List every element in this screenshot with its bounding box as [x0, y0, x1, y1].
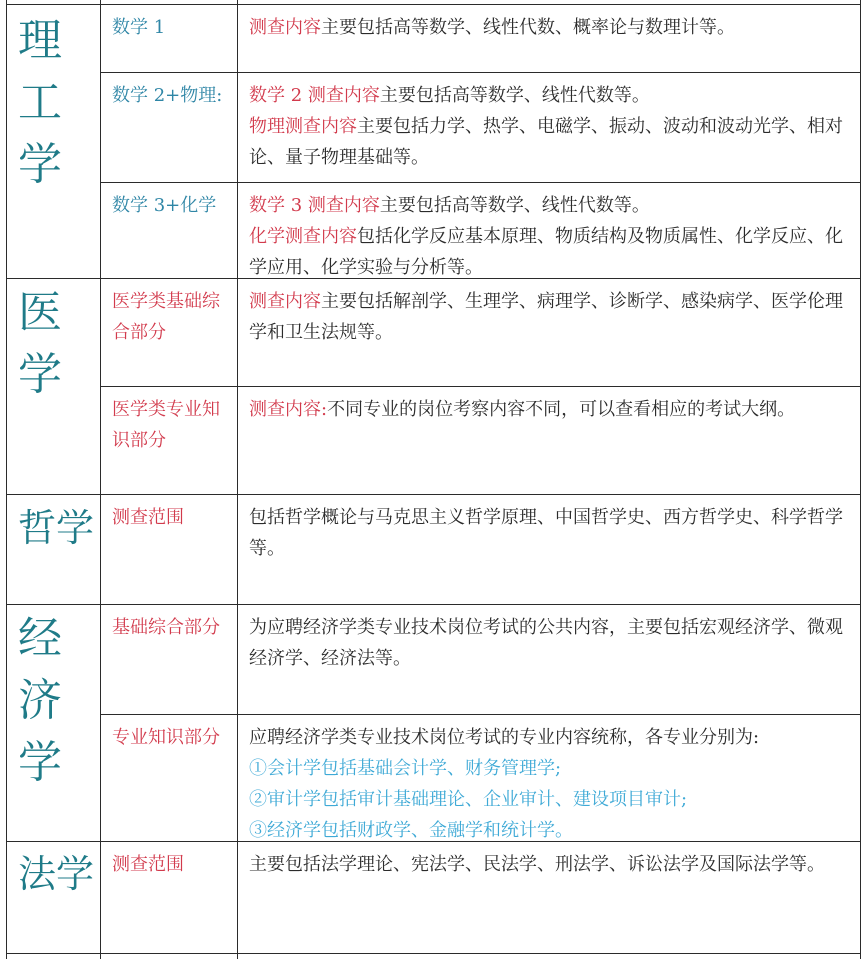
category-yixue [18, 282, 98, 406]
content-text: 不同专业的岗位考察内容不同，可以查看相应的考试大纲。 [327, 399, 796, 420]
category-char: 学 [18, 737, 62, 788]
subject-medical-professional: 医学类专业知识部分 [112, 399, 220, 451]
subject-economics-basic: 基础综合部分 [112, 617, 220, 638]
content-label: 化学测查内容 [249, 226, 357, 247]
content-text: 包括哲学概论与马克思主义哲学原理、中国哲学史、西方哲学史、科学哲学等。 [249, 507, 843, 559]
category-jingji [18, 608, 98, 794]
list-item: ③经济学包括财政学、金融学和统计学。 [249, 820, 573, 841]
category-char: 济 [18, 675, 62, 726]
content-economics-professional [237, 714, 860, 846]
content-label: 物理测查内容 [249, 116, 357, 137]
content-math1 [237, 4, 860, 43]
subject-math3-chemistry: 数学 3+化学 [112, 195, 217, 216]
content-text: 主要包括高等数学、线性代数等。 [379, 195, 650, 216]
content-label: 测查内容 [249, 17, 321, 38]
category-char: 工 [18, 77, 62, 128]
content-law [237, 841, 860, 880]
subject-law-scope: 测查范围 [112, 854, 184, 875]
content-medical-basic [237, 278, 860, 348]
content-text: 主要包括解剖学、生理学、病理学、诊断学、感染病学、医学伦理学和卫生法规等。 [249, 291, 843, 343]
category-zhexue: 哲学 [18, 506, 95, 550]
content-text: 主要包括力学、热学、电磁学、振动、波动和波动光学、相对论、量子物理基础等。 [249, 116, 843, 168]
content-text: 主要包括法学理论、宪法学、民法学、刑法学、诉讼法学及国际法学等。 [249, 854, 825, 875]
category-ligong [18, 10, 98, 196]
content-text: 包括化学反应基本原理、物质结构及物质属性、化学反应、化学应用、化学实验与分析等。 [249, 226, 843, 278]
subject-math2-physics: 数学 2+物理: [112, 85, 223, 106]
content-label: 数学 3 测查内容 [249, 195, 380, 216]
content-math2-physics [237, 72, 860, 173]
subject-philosophy-scope: 测查范围 [112, 507, 184, 528]
category-char: 学 [18, 139, 62, 190]
content-label: 测查内容: [249, 399, 328, 420]
category-char: 理 [18, 15, 62, 66]
list-item: ①会计学包括基础会计学、财务管理学; [249, 758, 562, 779]
content-label: 数学 2 测查内容 [249, 85, 380, 106]
content-text: 为应聘经济学类专业技术岗位考试的公共内容，主要包括宏观经济学、微观经济学、经济法等。 [249, 617, 843, 669]
content-text: 主要包括高等数学、线性代数等。 [379, 85, 650, 106]
subject-math1: 数学 1 [112, 17, 166, 38]
content-text: 主要包括高等数学、线性代数、概率论与数理计等。 [321, 17, 735, 38]
subject-economics-professional: 专业知识部分 [112, 727, 220, 748]
category-char: 医 [18, 287, 62, 338]
category-char: 经 [18, 613, 62, 664]
content-economics-basic [237, 604, 860, 674]
subject-medical-basic: 医学类基础综合部分 [112, 291, 220, 343]
content-label: 测查内容 [249, 291, 321, 312]
category-char: 学 [18, 349, 62, 400]
category-faxue: 法学 [18, 852, 95, 896]
content-math3-chemistry [237, 182, 860, 283]
content-medical-professional [237, 386, 860, 425]
content-philosophy [237, 494, 860, 564]
content-text: 应聘经济学类专业技术岗位考试的专业内容统称，各专业分别为: [249, 727, 760, 748]
list-item: ②审计学包括审计基础理论、企业审计、建设项目审计; [249, 789, 688, 810]
